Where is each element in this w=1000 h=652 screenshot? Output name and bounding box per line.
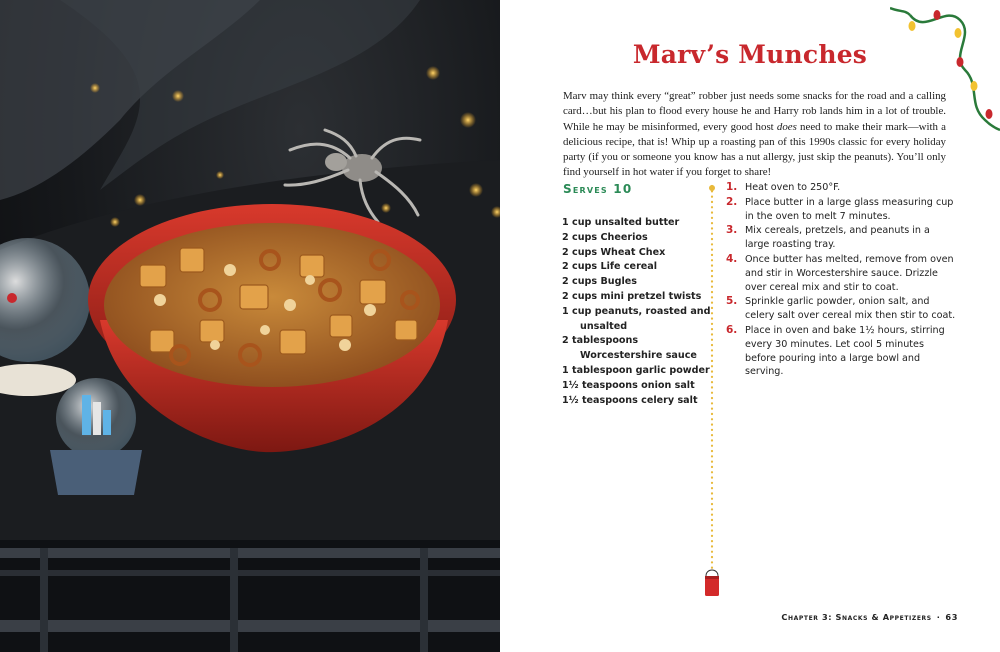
ingredient-item: 2 tablespoons Worcestershire sauce [562, 335, 697, 362]
step-number: 4. [726, 252, 738, 265]
recipe-title: Marv’s Munches [632, 40, 868, 69]
recipe-page [500, 0, 1000, 652]
step-number: 6. [726, 323, 738, 336]
step-item [726, 181, 956, 195]
stove-grate [0, 540, 500, 652]
step-number: 2. [726, 195, 738, 208]
ingredient-item: 2 cups Wheat Chex [562, 246, 666, 258]
ingredient-item: 1 tablespoon garlic powder [562, 364, 710, 376]
instruction-list [726, 181, 956, 380]
step-text: Once butter has melted, remove from oven and stir in Worcestershire sauce. Drizzle over cereal mix and stir to coat. [745, 253, 954, 293]
ingredient-item: 2 cups Cheerios [562, 231, 648, 243]
footer-separator: · [936, 612, 941, 622]
ingredient-item: 1 cup unsalted butter [562, 217, 680, 228]
step-number: 1. [726, 181, 738, 193]
city-snow-globe [50, 378, 142, 495]
step-text: Mix cereals, pretzels, and peanuts in a large roasting tray. [745, 225, 930, 251]
chapter-title: Chapter 3: Snacks & Appetizers [781, 612, 932, 622]
ingredient-item: 2 cups Life cereal [562, 261, 658, 273]
ingredient-item: 2 cups mini pretzel twists [562, 290, 702, 302]
emphasis-word: does [776, 120, 797, 133]
step-item [726, 295, 956, 323]
page-footer [781, 612, 958, 622]
serves-heading: Serves 10 [563, 182, 633, 196]
ingredient-item: 1 cup peanuts, roasted and unsalted [562, 305, 711, 332]
ingredient-item: 2 cups Bugles [562, 276, 637, 288]
recipe-intro: Marv may think every “great” robber just needs some snacks for the road and a calling card…but his plan to flood every house he and Harry rob lands him in a lot of trouble. While he may be misinformed, every good host does need to make their mark—with a delicious recipe, that is! Whip up a roasting pan of this 1990s classic for every holiday party (if you or someone you know has a nut allergy, just skip the peanuts). You’ll only find yourself in hot water if you forget to share! [563, 90, 946, 179]
step-text: Sprinkle garlic powder, onion salt, and celery salt over cereal mix then stir to coat. [745, 296, 956, 322]
ingredient-item: 1½ teaspoons celery salt [562, 394, 698, 406]
ingredient-list [562, 216, 712, 408]
page-number: 63 [945, 612, 958, 622]
step-item [726, 196, 956, 224]
step-item [726, 253, 956, 294]
step-number: 5. [726, 295, 738, 308]
step-text: Place in oven and bake 1½ hours, stirring every 30 minutes. Let cool 5 minutes before pouring into a large bowl and serving. [745, 324, 945, 378]
step-number: 3. [726, 224, 738, 237]
step-text: Place butter in a large glass measuring cup in the oven to melt 7 minutes. [745, 196, 954, 222]
step-item [726, 324, 956, 379]
step-text: Heat oven to 250°F. [745, 182, 841, 193]
paint-can-icon [705, 570, 719, 596]
dotted-divider [704, 184, 720, 599]
step-item [726, 224, 956, 252]
ingredient-item: 1½ teaspoons onion salt [562, 379, 695, 391]
